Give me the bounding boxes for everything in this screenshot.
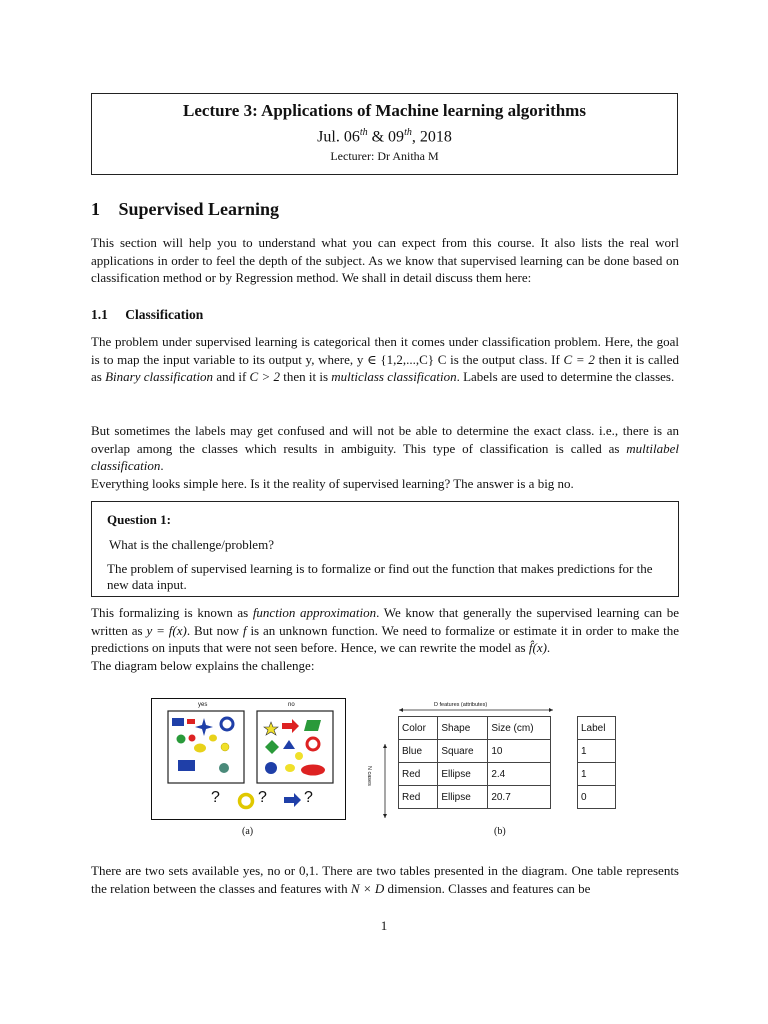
function-approx-paragraph [91,604,679,674]
date-sup: th [359,127,368,138]
blue-rect-shape [172,718,184,726]
figure-caption-a: (a) [242,826,254,837]
table-cell: Square [438,740,488,763]
blue-arrow-shape [284,793,301,807]
green-circle-shape [177,735,186,744]
text-run: dimension. Classes and features can be [384,880,591,896]
text-run: This formalizing is known as [91,605,253,620]
question-mark: ? [258,789,267,806]
date-part: & 09 [367,128,405,146]
emphasis: multiclass classification [331,369,457,384]
yellow-ellipse-shape [194,744,206,753]
table-row [578,740,616,763]
table-cell: Ellipse [438,763,488,786]
yellow-ellipse-shape [285,764,295,772]
red-ring-shape [307,738,319,750]
subsection-heading [91,307,203,323]
table-row [578,763,616,786]
text-run: . We know that generally the supervised learning can be written as [91,605,679,638]
section-heading [91,199,279,220]
table-header-cell: Label [578,717,616,740]
emphasis: function approximation [252,605,377,620]
table-cell: 20.7 [488,786,551,809]
yellow-circle-shape [295,752,303,760]
d-arrow-head [549,708,553,712]
red-ellipse-shape [301,765,325,776]
figure-caption-b: (b) [494,826,506,837]
text-run: . Labels are used to determine the classes. [456,369,675,384]
table-row [578,786,616,809]
red-arrow-shape [282,719,299,733]
teal-circle-shape [219,763,229,773]
d-features-label: D features (attributes) [434,702,488,708]
text-run: and if [213,369,250,384]
subsection-number: 1.1 [91,307,108,322]
red-circle-shape [189,735,196,742]
text-run: But sometimes the labels may get confused and will not be able to determine the exact class. i.e., there is an overlap among the classes which results in ambiguity. This type of classification is called as [91,423,679,456]
section-intro: This section will help you to understand what you can expect from this course. It also lists the real worl applications in order to feel the depth of the subject. As we know that supervised learning can be done based on classification method or by Regression method. We shall in detail discuss them here: [91,235,679,285]
table-cell: 1 [578,763,616,786]
table-header-cell: Color [399,717,438,740]
text-run: The problem under supervised learning is categorical then it comes under classification problem. Here, the goal is to map the input variable to its output y, where, y ∈ {1,2,...,C} C is the output class. If [91,334,679,367]
red-rect-shape [187,719,195,724]
lecture-header-box [91,93,678,175]
classification-paragraph-3: Everything looks simple here. Is it the reality of supervised learning? The answer is a big no. [91,476,574,491]
d-arrow-head [399,708,403,712]
table-row [399,786,551,809]
green-parallelogram-shape [304,720,321,731]
math-inline: N × D [350,880,385,896]
yellow-ring-shape [240,795,253,808]
blue-circle-shape [265,762,277,774]
text-run: then it is called as [91,351,679,384]
math-inline: f [242,622,247,638]
table-header-row [399,717,551,740]
yellow-star-shape [264,722,278,735]
math-inline: y = f(x) [146,622,187,638]
yes-label: yes [198,702,208,708]
no-label: no [288,702,295,708]
math-inline: f̂(x) [528,640,547,655]
features-table [398,716,551,809]
classification-paragraph-1 [91,333,679,386]
blue-star-shape [195,718,213,736]
table-cell: 1 [578,740,616,763]
table-header-cell: Size (cm) [488,717,551,740]
math-inline: C = 2 [563,351,595,367]
question-answer: The problem of supervised learning is to formalize or find out the function that makes predictions for the new data input. [107,561,653,592]
blue-rect-shape [178,760,195,771]
table-cell: 2.4 [488,763,551,786]
table-header-row [578,717,616,740]
table-cell: Red [399,763,438,786]
n-arrow-head [383,744,387,748]
table-header-cell: Shape [438,717,488,740]
table-cell: Ellipse [438,786,488,809]
lecturer-line: Lecturer: Dr Anitha M [330,149,439,164]
emphasis: Binary classification [105,369,214,384]
classification-paragraph-2 [91,422,679,475]
text-run: . [160,458,164,473]
math-inline: C > 2 [249,369,280,384]
date-sup: th [404,127,412,138]
labels-table [577,716,616,809]
question-heading: Question 1: [107,512,171,527]
section-number: 1 [91,199,100,219]
table-row [399,763,551,786]
table-cell: Red [399,786,438,809]
shapes-illustration [151,698,346,820]
question-text: What is the challenge/problem? [109,537,274,552]
subsection-title: Classification [125,307,204,322]
page-number: 1 [380,918,388,933]
green-diamond-shape [265,740,279,754]
lecture-title: Lecture 3: Applications of Machine learning algorithms [183,101,586,120]
question-mark: ? [211,789,220,806]
blue-triangle-shape [283,740,295,749]
yellow-circle-shape [221,743,229,751]
table-cell: 0 [578,786,616,809]
blue-moon-shape [194,792,203,810]
question-mark: ? [304,789,313,806]
text-run: . [546,640,551,655]
n-cases-label: N cases [366,766,372,786]
text-run: . But now [186,622,243,638]
table-row [399,740,551,763]
blue-ring-shape [221,718,233,730]
lecture-date [92,127,677,146]
date-part: Jul. 06 [317,128,360,146]
question-box [91,501,679,597]
section-title: Supervised Learning [118,199,280,219]
table-cell: 10 [488,740,551,763]
text-run: then it is [279,369,332,384]
text-run: The diagram below explains the challenge: [91,657,315,673]
text-run: There are two sets available yes, no or 0,1. There are two tables presented in the diagram. One table represents the relation between the classes and features with [91,863,679,896]
final-paragraph [91,862,679,897]
n-arrow-head [383,814,387,818]
emphasis: multilabel classification [91,440,679,473]
text-run: is an unknown function. We need to formalize or estimate it in order to make the predictions on inputs that were not seen before. Hence, we can rewrite the model as [91,622,679,655]
yellow-circle-shape [209,735,217,742]
table-cell: Blue [399,740,438,763]
date-part: , 2018 [411,128,452,146]
